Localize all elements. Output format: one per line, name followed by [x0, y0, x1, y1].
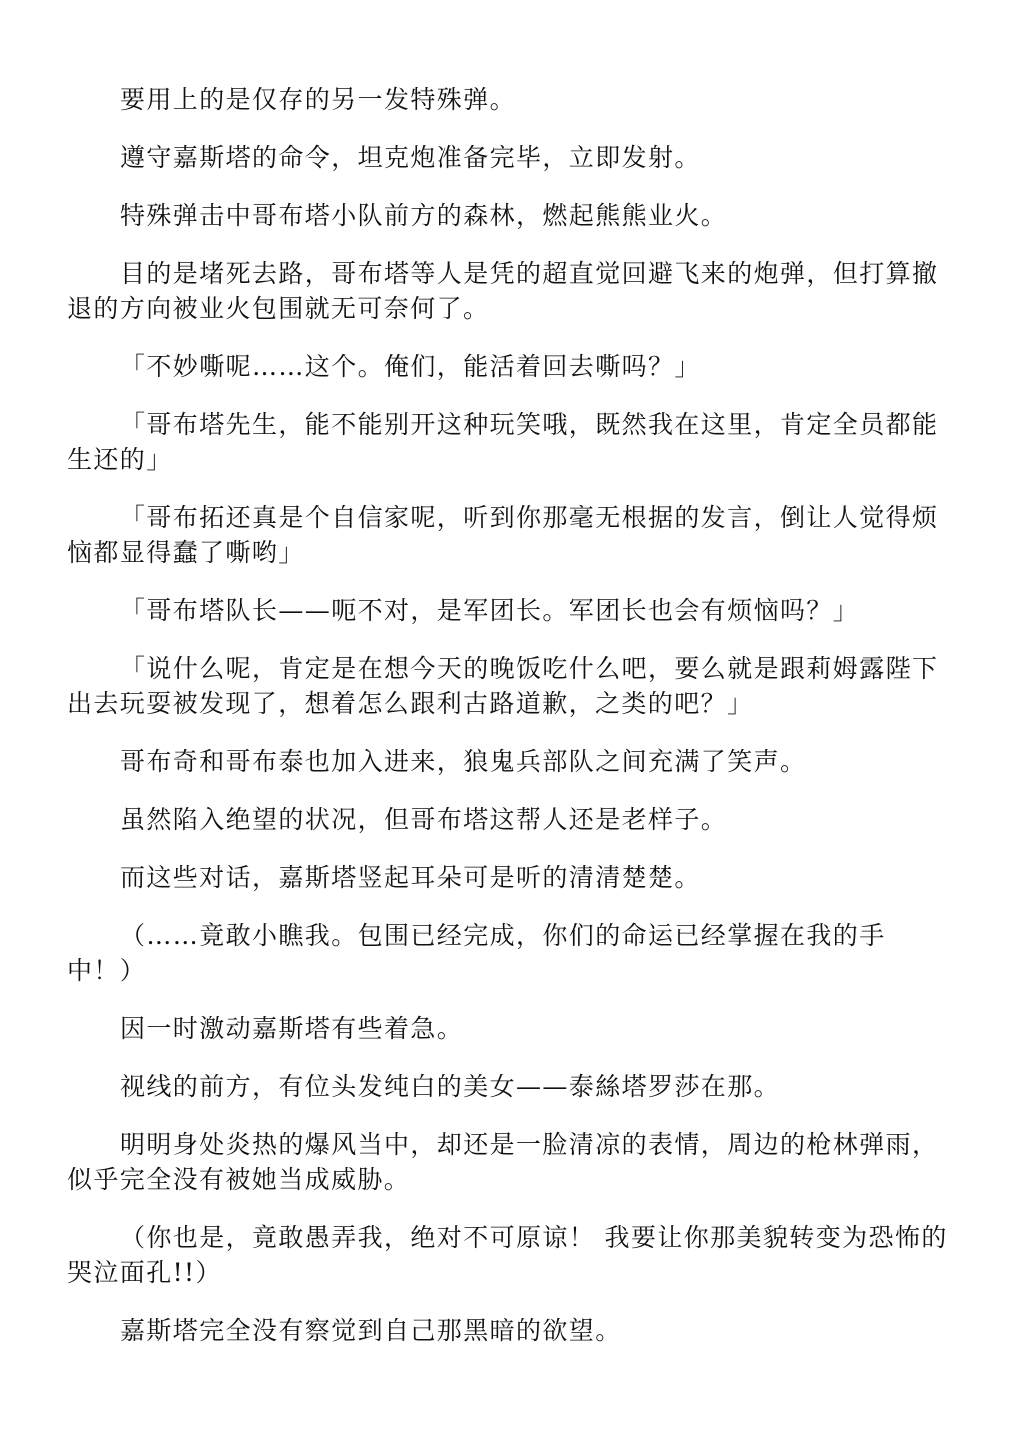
- thought-paragraph: [67, 1220, 948, 1290]
- text-line: 退的方向被业火包围就无可奈何了。: [67, 294, 490, 323]
- text-line: 目的是堵死去路，哥布塔等人是凭的超直觉回避飞来的炮弹，但打算撤: [120, 259, 939, 288]
- text-line: 哥布奇和哥布泰也加入进来，狼鬼兵部队之间充满了笑声。: [120, 747, 807, 776]
- paragraph: [67, 802, 937, 837]
- text-line: 「哥布塔队长——呃不对，是军团长。军团长也会有烦恼吗？」: [120, 596, 860, 625]
- text-line: 「不妙嘶呢……这个。俺们，能活着回去嘶吗？」: [120, 352, 701, 381]
- text-line: 哭泣面孔!!）: [67, 1258, 222, 1287]
- paragraph: [67, 1011, 937, 1046]
- text-line: 似乎完全没有被她当成威胁。: [67, 1165, 411, 1194]
- paragraph: [67, 1313, 937, 1348]
- text-line: 而这些对话，嘉斯塔竖起耳朵可是听的清清楚楚。: [120, 863, 701, 892]
- document-page: [67, 82, 948, 1371]
- text-line: 生还的」: [67, 445, 173, 474]
- paragraph: [67, 198, 937, 233]
- text-line: 虽然陷入绝望的状况，但哥布塔这帮人还是老样子。: [120, 805, 728, 834]
- text-line: 视线的前方，有位头发纯白的美女——泰絲塔罗莎在那。: [120, 1072, 781, 1101]
- paragraph: [67, 82, 937, 117]
- dialogue-paragraph: [67, 349, 937, 384]
- text-line: 要用上的是仅存的另一发特殊弹。: [120, 85, 517, 114]
- dialogue-paragraph: [67, 407, 937, 477]
- paragraph: [67, 256, 937, 326]
- dialogue-paragraph: [67, 500, 937, 570]
- paragraph: [67, 860, 937, 895]
- text-line: 中！）: [67, 956, 147, 985]
- text-line: （你也是，竟敢愚弄我，绝对不可原谅！ 我要让你那美貌转变为恐怖的: [120, 1223, 948, 1252]
- text-line: 恼都显得蠢了嘶哟」: [67, 538, 305, 567]
- text-line: 因一时激动嘉斯塔有些着急。: [120, 1014, 464, 1043]
- paragraph: [67, 744, 937, 779]
- text-line: 特殊弹击中哥布塔小队前方的森林，燃起熊熊业火。: [120, 201, 728, 230]
- text-line: 出去玩耍被发现了，想着怎么跟利古路道歉，之类的吧？」: [67, 689, 754, 718]
- text-line: 「哥布塔先生，能不能别开这种玩笑哦，既然我在这里，肯定全员都能: [120, 410, 939, 439]
- text-line: 明明身处炎热的爆风当中，却还是一脸清凉的表情，周边的枪林弹雨，: [120, 1130, 939, 1159]
- paragraph: [67, 1069, 937, 1104]
- text-line: 遵守嘉斯塔的命令，坦克炮准备完毕，立即发射。: [120, 143, 701, 172]
- text-line: 「说什么呢，肯定是在想今天的晚饭吃什么吧，要么就是跟莉姆露陛下: [120, 654, 939, 683]
- dialogue-paragraph: [67, 651, 937, 721]
- text-line: 「哥布拓还真是个自信家呢，听到你那毫无根据的发言，倒让人觉得烦: [120, 503, 939, 532]
- paragraph: [67, 1127, 937, 1197]
- text-line: 嘉斯塔完全没有察觉到自己那黑暗的欲望。: [120, 1316, 622, 1345]
- dialogue-paragraph: [67, 593, 937, 628]
- text-line: （……竟敢小瞧我。包围已经完成，你们的命运已经掌握在我的手: [120, 921, 886, 950]
- thought-paragraph: [67, 918, 937, 988]
- paragraph: [67, 140, 937, 175]
